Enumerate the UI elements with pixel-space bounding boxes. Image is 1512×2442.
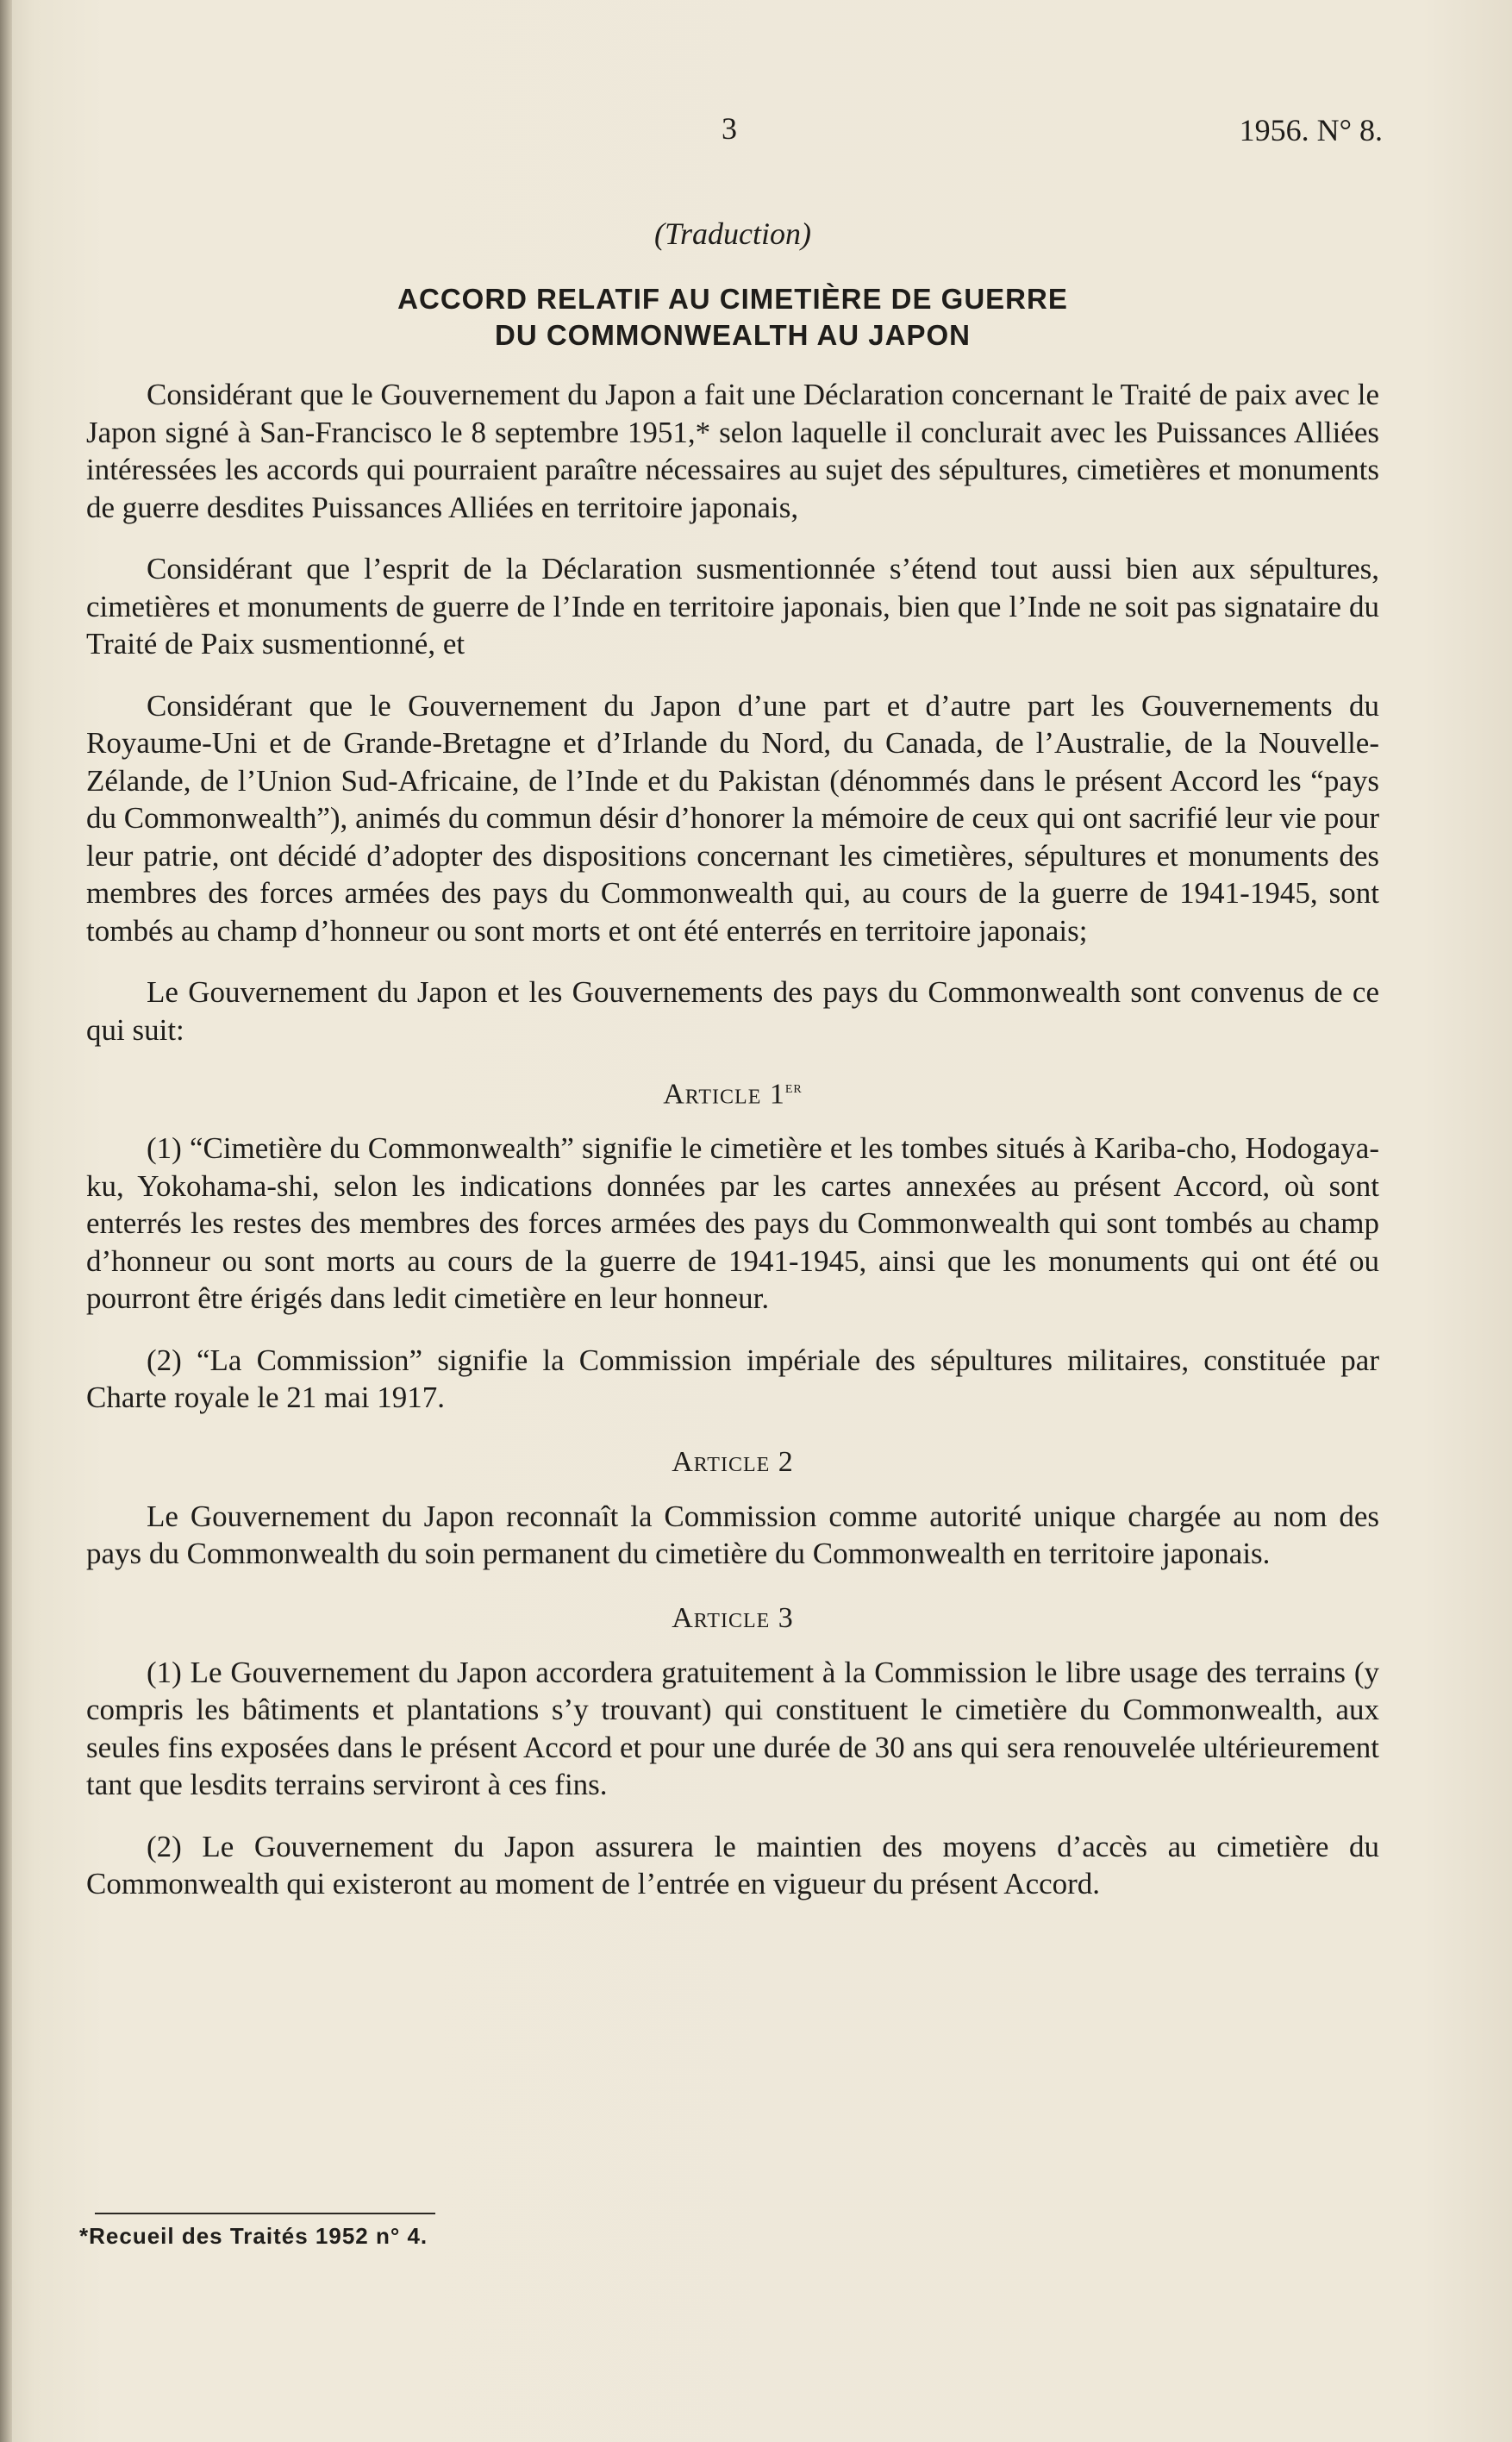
document-reference: 1956. N° 8. [1239,113,1383,147]
page-binding-edge [0,0,12,2442]
preamble-paragraph: Considérant que le Gouvernement du Japon d’une part et d’autre part les Gouvernements du Royaume-Uni et de Grande-Bretagne et d’Irlande du Nord, du Canada, de l’Australie, de la Nouvelle-Zélande, de l’Union Sud-Africaine, de l’Inde et du Pakistan (dénommés dans le présent Accord les “pays du Commonwealth”), animés du commun désir d’honorer la mémoire de ceux qui ont sacrifié leur vie pour leur patrie, ont décidé d’adopter des dispositions concernant les cimetières, sépultures et monuments des membres des forces armées des pays du Commonwealth qui, au cours de la guerre de 1941-1945, sont tombés au champ d’honneur ou sont morts et ont été enterrés en territoire japonais; [86,688,1379,948]
preamble-paragraph: Le Gouvernement du Japon et les Gouvernements des pays du Commonwealth sont convenus de ce qui suit: [86,975,1379,1047]
footnote-divider [95,2213,435,2214]
article-1-heading-sup: er [784,1078,803,1097]
article-paragraph: Le Gouvernement du Japon reconnaît la Commission comme autorité unique chargée au nom des pays du Commonwealth du soin permanent du cimetière du Commonwealth en territoire japonais. [86,1499,1379,1571]
page-header [0,110,1512,153]
title-line: ACCORD RELATIF AU CIMETIÈRE DE GUERRE [397,283,1068,315]
title-line: DU COMMONWEALTH AU JAPON [495,319,971,351]
article-paragraph: (2) “La Commission” signifie la Commission impériale des sépultures militaires, constituée par Charte royale le 21 mai 1917. [86,1343,1379,1415]
article-heading: Article 3 [672,1601,794,1634]
preamble-paragraph: Considérant que l’esprit de la Déclaration susmentionnée s’étend tout aussi bien aux sépultures, cimetières et monuments de guerre de l’Inde en territoire japonais, bien que l’Inde ne soit pas signataire du Traité de Paix susmentionné, et [86,552,1379,661]
preamble-paragraph: Considérant que le Gouvernement du Japon a fait une Déclaration concernant le Traité de paix avec le Japon signé à San-Francisco le 8 septembre 1951,* selon laquelle il conclurait avec les Puissances Alliées intéressées les accords qui pourraient paraître nécessaires au sujet des sépultures, cimetières et monuments de guerre desdites Puissances Alliées en territoire japonais, [86,378,1379,524]
translation-note: (Traduction) [653,216,811,251]
page-number: 3 [722,111,737,146]
document-title [86,281,1379,354]
footnote: *Recueil des Traités 1952 n° 4. [79,2223,428,2249]
article-paragraph: (2) Le Gouvernement du Japon assurera le maintien des moyens d’accès au cimetière du Commonwealth qui existeront au moment de l’entrée en vigueur du présent Accord. [86,1829,1379,1901]
article-paragraph: (1) Le Gouvernement du Japon accordera gratuitement à la Commission le libre usage des terrains (y compris les bâtiments et plantations s’y trouvant) qui constituent le cimetière du Commonwealth, aux seules fins exposées dans le présent Accord et pour une durée de 30 ans qui sera renouvelée ultérieurement tant que lesdits terrains serviront à ces fins. [86,1655,1379,1802]
document-body [86,216,1379,1927]
article-1-heading-text: Article 1 [663,1078,785,1111]
article-heading: Article 2 [672,1445,794,1478]
article-heading [86,1078,1379,1111]
article-paragraph: (1) “Cimetière du Commonwealth” signifie le cimetière et les tombes situés à Kariba-cho, Hodogaya-ku, Yokohama-shi, selon les indications données par les cartes annexées au présent Accord, où sont enterrés les restes des membres des forces armées des pays du Commonwealth qui sont tombés au champ d’honneur ou sont morts au cours de la guerre de 1941-1945, ainsi que les monuments qui ont été ou pourront être érigés dans ledit cimetière en leur honneur. [86,1131,1379,1316]
